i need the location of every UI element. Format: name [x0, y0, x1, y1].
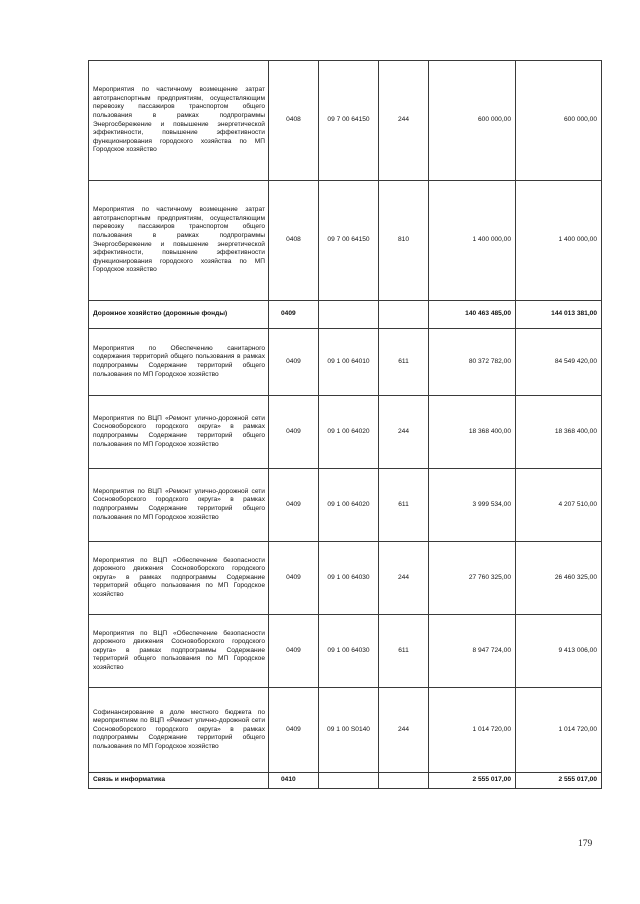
expense-name: Мероприятия по частичному возмещение затрат автотранспортным предприятиям, осуществляющим перевозку пассажиров транспортом общего пользования в рамках подпрограммы Энергосбережение и повышение энергетической эффективности, повышение эффективности функционирования городского хозяйства по МП Городское хозяйство [89, 181, 269, 301]
expense-kind-code [379, 773, 429, 789]
expense-kind-code: 611 [379, 329, 429, 396]
amount-year-1: 18 368 400,00 [429, 396, 516, 469]
budget-table [88, 60, 602, 789]
expense-name: Мероприятия по ВЦП «Ремонт улично-дорожной сети Сосновоборского городского округа» в рамках подпрограммы Содержание территорий общего пользования по МП Городское хозяйство [89, 396, 269, 469]
expense-name: Софинансирование в доле местного бюджета по мероприятиям по ВЦП «Ремонт улично-дорожной сети Сосновоборского городского округа» в рамках подпрограммы Содержание территорий общего пользования по МП Городское хозяйство [89, 688, 269, 773]
table-row [89, 688, 602, 773]
expense-name: Мероприятия по ВЦП «Обеспечение безопасности дорожного движения Сосновоборского городского округа» в рамках подпрограммы Содержание территорий общего пользования по МП Городское хозяйство [89, 615, 269, 688]
target-article-code: 09 7 00 64150 [319, 181, 379, 301]
expense-kind-code: 244 [379, 542, 429, 615]
section-code: 0408 [269, 61, 319, 181]
amount-year-2: 18 368 400,00 [516, 396, 602, 469]
target-article-code: 09 1 00 64010 [319, 329, 379, 396]
target-article-code: 09 1 00 64030 [319, 542, 379, 615]
expense-name: Мероприятия по частичному возмещение затрат автотранспортным предприятиям, осуществляющим перевозку пассажиров транспортом общего пользования в рамках подпрограммы Энергосбережение и повышение энергетической эффективности, повышение эффективности функционирования городского хозяйства по МП Городское хозяйство [89, 61, 269, 181]
expense-kind-code: 244 [379, 396, 429, 469]
table-row [89, 61, 602, 181]
amount-year-1: 2 555 017,00 [429, 773, 516, 789]
expense-name: Мероприятия по Обеспечению санитарного содержания территорий общего пользования в рамках подпрограммы Содержание территорий общего пользования по МП Городское хозяйство [89, 329, 269, 396]
table-row [89, 329, 602, 396]
section-total-row [89, 301, 602, 329]
section-code: 0409 [269, 329, 319, 396]
amount-year-1: 1 014 720,00 [429, 688, 516, 773]
amount-year-2: 600 000,00 [516, 61, 602, 181]
expense-name: Мероприятия по ВЦП «Ремонт улично-дорожной сети Сосновоборского городского округа» в рамках подпрограммы Содержание территорий общего пользования по МП Городское хозяйство [89, 469, 269, 542]
amount-year-2: 144 013 381,00 [516, 301, 602, 329]
amount-year-2: 84 549 420,00 [516, 329, 602, 396]
table-row [89, 615, 602, 688]
target-article-code [319, 301, 379, 329]
section-code: 0409 [269, 301, 319, 329]
target-article-code: 09 1 00 64030 [319, 615, 379, 688]
target-article-code: 09 1 00 64020 [319, 469, 379, 542]
section-code: 0409 [269, 469, 319, 542]
target-article-code: 09 1 00 S0140 [319, 688, 379, 773]
expense-name: Мероприятия по ВЦП «Обеспечение безопасности дорожного движения Сосновоборского городского округа» в рамках подпрограммы Содержание территорий общего пользования по МП Городское хозяйство [89, 542, 269, 615]
section-code: 0409 [269, 396, 319, 469]
target-article-code [319, 773, 379, 789]
table-row [89, 181, 602, 301]
section-name: Дорожное хозяйство (дорожные фонды) [89, 301, 269, 329]
section-code: 0408 [269, 181, 319, 301]
section-code: 0409 [269, 615, 319, 688]
amount-year-2: 1 014 720,00 [516, 688, 602, 773]
expense-kind-code [379, 301, 429, 329]
section-code: 0410 [269, 773, 319, 789]
amount-year-2: 1 400 000,00 [516, 181, 602, 301]
amount-year-1: 1 400 000,00 [429, 181, 516, 301]
amount-year-1: 27 760 325,00 [429, 542, 516, 615]
expense-kind-code: 611 [379, 469, 429, 542]
expense-kind-code: 611 [379, 615, 429, 688]
table-row [89, 542, 602, 615]
target-article-code: 09 7 00 64150 [319, 61, 379, 181]
section-total-row [89, 773, 602, 789]
amount-year-1: 8 947 724,00 [429, 615, 516, 688]
section-name: Связь и информатика [89, 773, 269, 789]
amount-year-1: 80 372 782,00 [429, 329, 516, 396]
expense-kind-code: 244 [379, 688, 429, 773]
amount-year-2: 26 460 325,00 [516, 542, 602, 615]
expense-kind-code: 244 [379, 61, 429, 181]
amount-year-2: 2 555 017,00 [516, 773, 602, 789]
page-number: 179 [578, 839, 593, 849]
amount-year-1: 3 999 534,00 [429, 469, 516, 542]
amount-year-1: 600 000,00 [429, 61, 516, 181]
section-code: 0409 [269, 688, 319, 773]
target-article-code: 09 1 00 64020 [319, 396, 379, 469]
section-code: 0409 [269, 542, 319, 615]
amount-year-2: 4 207 510,00 [516, 469, 602, 542]
amount-year-2: 9 413 006,00 [516, 615, 602, 688]
table-row [89, 396, 602, 469]
table-row [89, 469, 602, 542]
amount-year-1: 140 463 485,00 [429, 301, 516, 329]
expense-kind-code: 810 [379, 181, 429, 301]
